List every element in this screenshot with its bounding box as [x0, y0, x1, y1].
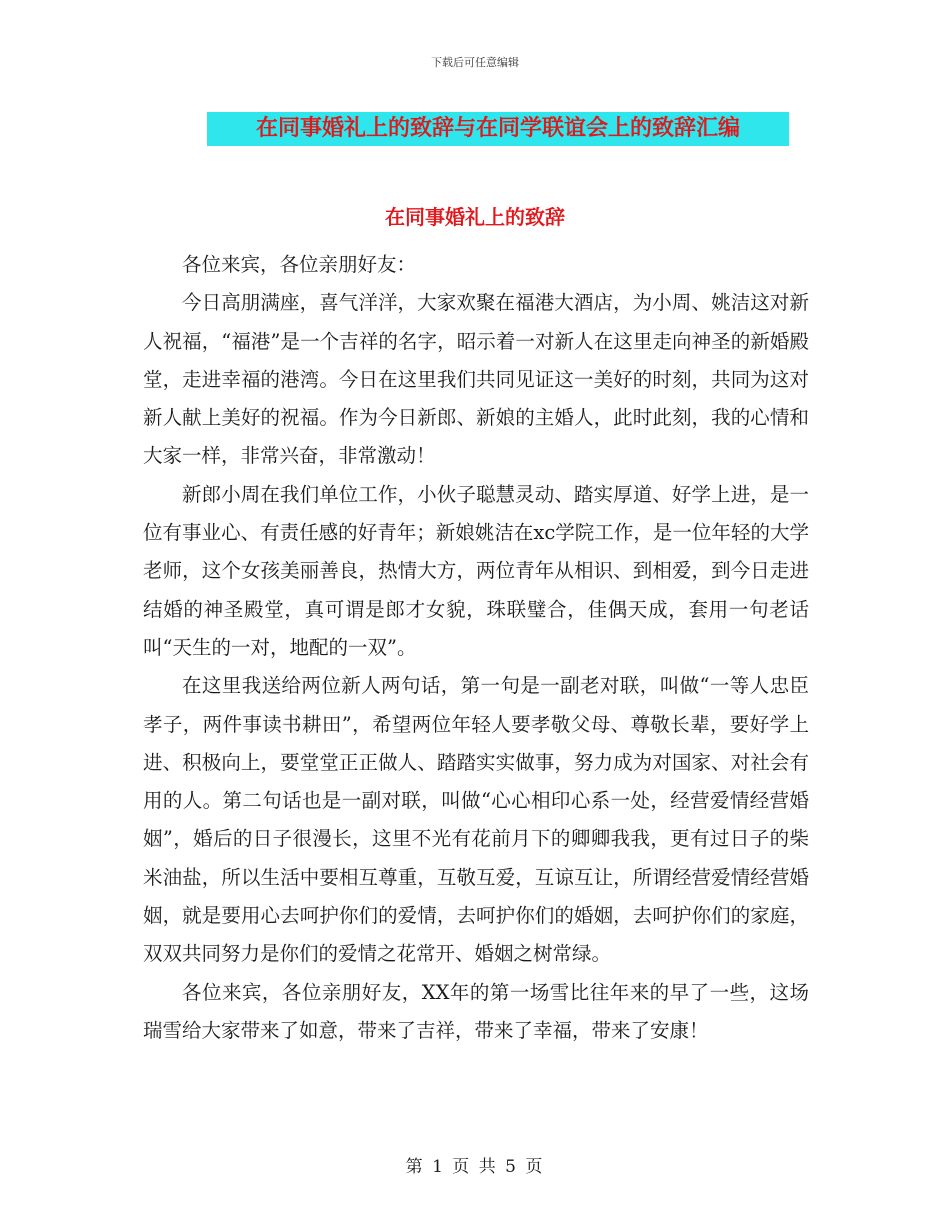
document-body	[143, 246, 809, 1050]
body-paragraph: 今日高朋满座，喜气洋洋，大家欢聚在福港大酒店，为小周、姚洁这对新人祝福，“福港”是一个吉祥的名字，昭示着一对新人在这里走向神圣的新婚殿堂，走进幸福的港湾。今日在这里我们共同见证这一美好的时刻，共同为这对新人献上美好的祝福。作为今日新郎、新娘的主婚人，此时此刻，我的心情和大家一样，非常兴奋，非常激动！	[143, 291, 809, 468]
page-number-footer: 第 1 页 共 5 页	[405, 1157, 545, 1177]
body-paragraph: 各位来宾，各位亲朋好友，XX年的第一场雪比往年来的早了一些，这场瑞雪给大家带来了如意，带来了吉祥，带来了幸福，带来了安康！	[143, 980, 809, 1042]
body-paragraph: 在这里我送给两位新人两句话，第一句是一副老对联，叫做“一等人忠臣孝子，两件事读书耕田”，希望两位年轻人要孝敬父母、尊敬长辈，要好学上进、积极向上，要堂堂正正做人、踏踏实实做事，努力成为对国家、对社会有用的人。第二句话也是一副对联，叫做“心心相印心系一处，经营爱情经营婚姻”，婚后的日子很漫长，这里不光有花前月下的卿卿我我，更有过日子的柴米油盐，所以生活中要相互尊重，互敬互爱，互谅互让，所谓经营爱情经营婚姻，就是要用心去呵护你们的爱情，去呵护你们的婚姻，去呵护你们的家庭，双双共同努力是你们的爱情之花常开、婚姻之树常绿。	[143, 674, 809, 966]
section-title: 在同事婚礼上的致辞	[385, 205, 565, 229]
body-paragraph: 新郎小周在我们单位工作，小伙子聪慧灵动、踏实厚道、好学上进，是一位有事业心、有责任感的好青年；新娘姚洁在xc学院工作，是一位年轻的大学老师，这个女孩美丽善良，热情大方，两位青年从相识、到相爱，到今日走进结婚的神圣殿堂，真可谓是郎才女貌，珠联璧合，佳偶天成，套用一句老话叫“天生的一对，地配的一双”。	[143, 482, 809, 659]
document-title: 在同事婚礼上的致辞与在同学联谊会上的致辞汇编	[207, 112, 789, 146]
greeting-paragraph: 各位来宾，各位亲朋好友：	[182, 253, 417, 276]
header-note: 下载后可任意编辑	[431, 56, 519, 69]
